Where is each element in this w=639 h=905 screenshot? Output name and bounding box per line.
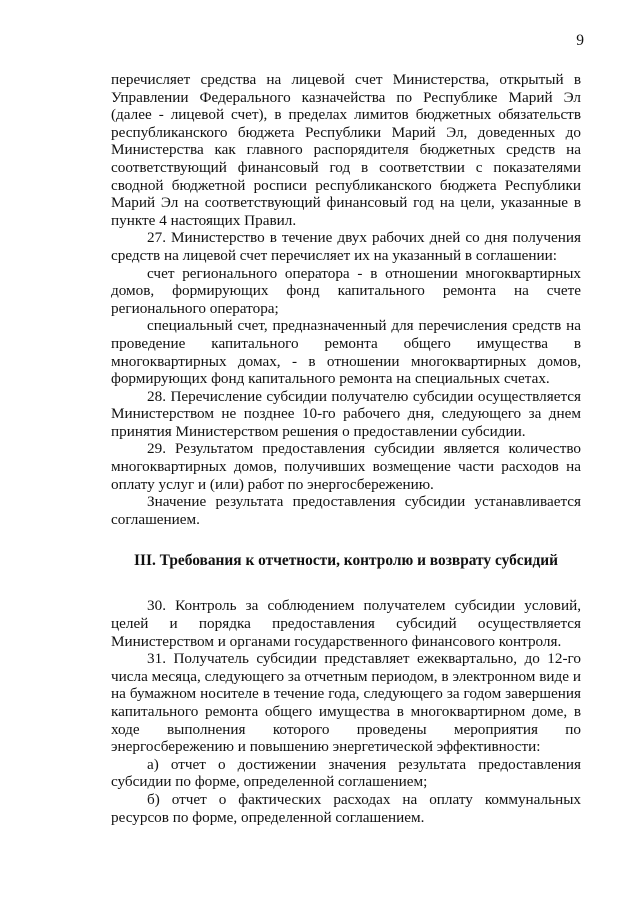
paragraph-special-account: специальный счет, предназначенный для перечисления средств на проведение капитального ремонта общего имущества в многоквартирных домах, - в отношении многоквартирных домов, формирующих фонд капитального ремонта на специальных счетах. xyxy=(111,317,581,388)
paragraph-29: 29. Результатом предоставления субсидии является количество многоквартирных домов, получивших возмещение части расходов на оплату услуг и (или) работ по энергосбережению. xyxy=(111,440,581,493)
paragraph-31-a: а) отчет о достижении значения результата предоставления субсидии по форме, определенной соглашением; xyxy=(111,755,581,791)
paragraph-28: 28. Перечисление субсидии получателю субсидии осуществляется Министерством не позднее 10-го рабочего дня, следующего за днем принятия Министерством решения о предоставлении субсидии. xyxy=(111,387,581,440)
section-heading: III. Требования к отчетности, контролю и возврату субсидий xyxy=(134,552,558,570)
paragraph-regional-operator-account: счет регионального оператора - в отношении многоквартирных домов, формирующих фонд капитального ремонта на счете регионального оператора; xyxy=(111,264,581,317)
paragraph-31: 31. Получатель субсидии представляет ежеквартально, до 12-го числа месяца, следующего за отчетным периодом, в электронном виде и на бумажном носителе в течение года, следующего за годом завершения капитального ремонта общего имущества в многоквартирном доме, в ходе выполнения которого проведены мероприятия по энергосбережению и повышению энергетической эффективности: xyxy=(111,650,581,756)
paragraph-result-value: Значение результата предоставления субсидии устанавливается соглашением. xyxy=(111,493,581,528)
document-body xyxy=(111,71,581,826)
paragraph-27: 27. Министерство в течение двух рабочих дней со дня получения средств на лицевой счет перечисляет их на указанный в соглашении: xyxy=(111,229,581,264)
paragraph-30: 30. Контроль за соблюдением получателем субсидии условий, целей и порядка предоставления субсидий осуществляется Министерством и органами государственного финансового контроля. xyxy=(111,597,581,650)
paragraph-31-b: б) отчет о фактических расходах на оплату коммунальных ресурсов по форме, определенной соглашением. xyxy=(111,790,581,826)
page-number: 9 xyxy=(576,32,584,49)
paragraph-continuation: перечисляет средства на лицевой счет Министерства, открытый в Управлении Федерального казначейства по Республике Марий Эл (далее - лицевой счет), в пределах лимитов бюджетных обязательств республиканского бюджета Республики Марий Эл, доведенных до Министерства как главного распорядителя бюджетных средств на соответствующий финансовый год в соответствии с показателями сводной бюджетной росписи республиканского бюджета Республики Марий Эл на соответствующий финансовый год на цели, указанные в пункте 4 настоящих Правил. xyxy=(111,71,581,229)
